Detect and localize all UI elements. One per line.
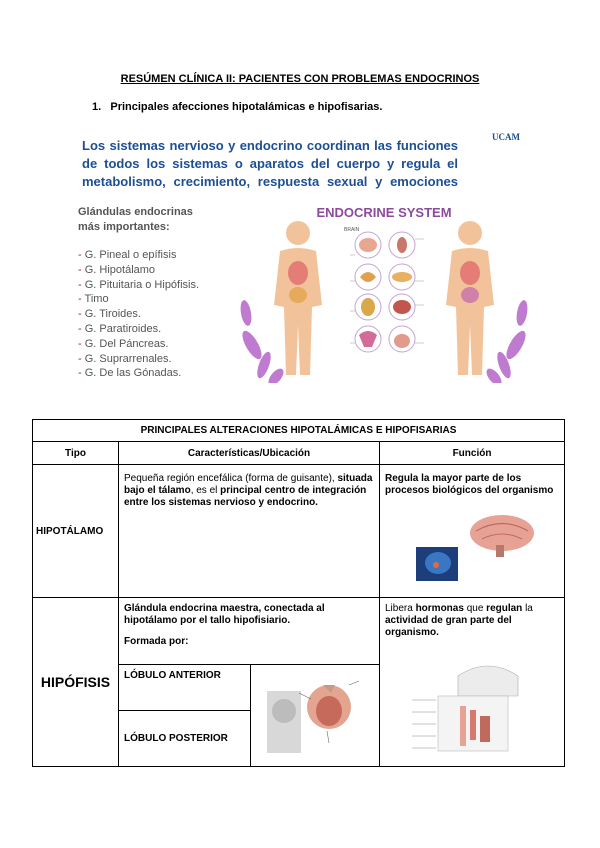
human-figure-left-icon: [274, 221, 322, 375]
pancreas-organ-icon: [392, 272, 412, 282]
glands-title-line2: más importantes:: [78, 221, 170, 233]
hipofisis-function: Libera hormonas que regulan la actividad de gran parte del organismo.: [380, 598, 565, 767]
infographic-label: BRAIN: [344, 227, 360, 233]
glands-title: [78, 205, 193, 235]
section-heading: [92, 101, 382, 113]
intro-text: Los sistemas nervioso y endocrino coordinan las funciones de todos los sistemas o aparatos del cuerpo y regula el metabolismo, crecimiento, respuesta sexual y emociones: [82, 138, 458, 189]
section-number: 1.: [92, 101, 102, 113]
glands-list: [78, 248, 199, 381]
hipofisis-characteristics: Glándula endocrina maestra, conectada al hipotálamo por el tallo hipofisiario. Formada por: LÓBULO ANTERIOR LÓBULO POSTERIOR: [119, 598, 380, 767]
lobulos-subtable: [119, 664, 380, 766]
list-item: - G. Paratiroides.: [78, 322, 162, 335]
list-item: - Timo: [78, 293, 109, 306]
header-caracteristicas: Características/Ubicación: [119, 442, 380, 465]
endocrine-system-infographic: [238, 195, 530, 383]
list-item: - G. Pineal o epífisis: [78, 249, 177, 261]
adrenal-organ-icon: [361, 298, 375, 316]
pituitary-organ-icon: [397, 237, 407, 253]
brain-organ-icon: [359, 238, 377, 252]
lobulo-posterior: LÓBULO POSTERIOR: [119, 711, 250, 766]
infographic-title: ENDOCRINE SYSTEM: [316, 205, 452, 220]
hipotalamo-characteristics: Pequeña región encefálica (forma de guisante), situada bajo el tálamo, es el principal centro de integración entre los sistemas nervioso y endocrino.: [119, 465, 380, 598]
header-funcion: Función: [380, 442, 565, 465]
document-title: RESÚMEN CLÍNICA II: PACIENTES CON PROBLEMAS ENDOCRINOS: [120, 73, 480, 85]
hipotalamo-type: HIPOTÁLAMO: [33, 465, 119, 598]
lobulo-anterior: LÓBULO ANTERIOR: [119, 665, 250, 711]
alterations-table: [32, 419, 565, 767]
list-item: - G. Del Páncreas.: [78, 337, 169, 350]
list-item: - G. Suprarrenales.: [78, 352, 172, 365]
testes-organ-icon: [394, 334, 410, 348]
brain-images: [416, 511, 536, 581]
hypophysis-diagram: [408, 656, 538, 756]
section-title: Principales afecciones hipotalámicas e hipofisarias.: [110, 101, 383, 113]
list-item: - G. De las Gónadas.: [78, 367, 182, 380]
kidney-organ-icon: [393, 300, 411, 314]
list-item: - G. Hipotálamo: [78, 263, 156, 276]
hipofisis-type: HIPÓFISIS: [33, 598, 119, 767]
list-item: - G. Tiroides.: [78, 308, 141, 321]
hipotalamo-function: Regula la mayor parte de los procesos biológicos del organismo: [380, 465, 565, 598]
human-figure-right-icon: [446, 221, 494, 375]
header-tipo: Tipo: [33, 442, 119, 465]
glands-title-line1: Glándulas endocrinas: [78, 206, 193, 218]
pituitary-image: [250, 665, 380, 766]
list-item: - G. Pituitaria o Hipófisis.: [78, 278, 200, 291]
table-row: [33, 465, 565, 598]
table-title: PRINCIPALES ALTERACIONES HIPOTALÁMICAS E HIPOFISARIAS: [33, 420, 565, 442]
ucam-logo: UCAM: [492, 132, 520, 142]
table-row: [33, 598, 565, 767]
